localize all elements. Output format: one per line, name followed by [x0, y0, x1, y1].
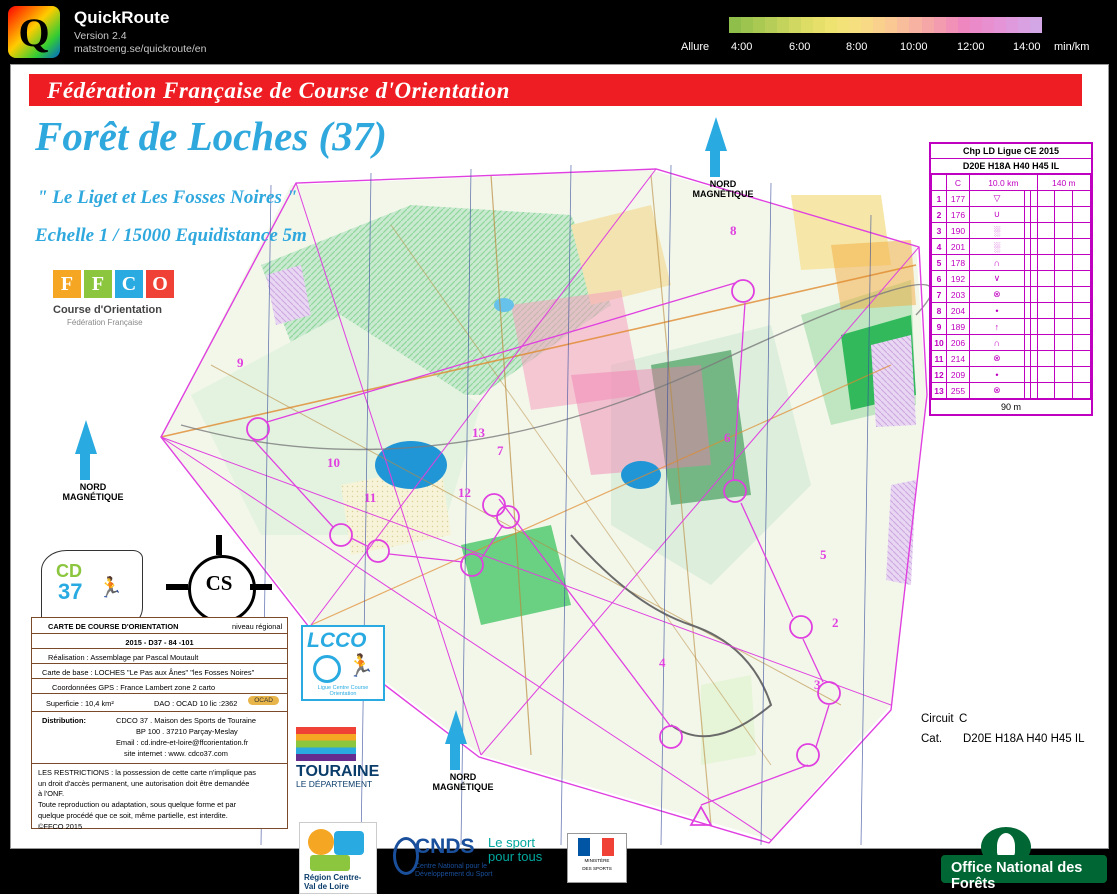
- onf-logo: [941, 827, 1107, 892]
- cd-row-number: 10: [932, 335, 947, 351]
- cd-row-col-h: [1073, 367, 1091, 383]
- cd-row-code: 209: [947, 367, 970, 383]
- legend-swatch: [1018, 17, 1030, 33]
- legend-swatch: [897, 17, 909, 33]
- cd-row-code: 176: [947, 207, 970, 223]
- legend-swatch: [982, 17, 994, 33]
- touraine-title: TOURAINE: [296, 763, 380, 780]
- legend-swatch: [873, 17, 885, 33]
- lcco-circle-icon: [313, 655, 341, 683]
- north-arrow-icon: [445, 710, 467, 744]
- info-distribution-label: Distribution:: [42, 716, 86, 725]
- legend-swatch: [861, 17, 873, 33]
- cd-distance: 10.0 km: [970, 175, 1038, 191]
- map-control-number: 11: [364, 490, 377, 505]
- ministere-line-2: DES SPORTS: [582, 866, 612, 871]
- cd-course-value: C: [947, 175, 970, 191]
- legend-swatch: [813, 17, 825, 33]
- map-control-number: 4: [659, 655, 666, 670]
- cd-row-col-h: [1073, 271, 1091, 287]
- cd-row-code: 189: [947, 319, 970, 335]
- map-control-number: 9: [237, 355, 244, 370]
- app-header: [0, 0, 1117, 63]
- legend-swatch: [753, 17, 765, 33]
- cd-row: [932, 303, 1091, 319]
- map-control-number: 13: [472, 425, 485, 440]
- legend-swatch: [934, 17, 946, 33]
- app-version: Version 2.4: [74, 30, 127, 42]
- cd-row-col-h: [1073, 319, 1091, 335]
- pace-tick-1: 6:00: [789, 41, 811, 53]
- info-restrictions-1: LES RESTRICTIONS : la possession de cette carte n'implique pas: [38, 768, 256, 777]
- cd-row-col-h: [1073, 207, 1091, 223]
- legend-swatch: [789, 17, 801, 33]
- cd-row-code: 192: [947, 271, 970, 287]
- cd-row-symbol: •: [970, 367, 1025, 383]
- pace-tick-5: 14:00: [1013, 41, 1041, 53]
- north-arrow-icon: [705, 117, 727, 151]
- cd37-text-cd: CD: [56, 561, 82, 581]
- cvdl-shape-a: [308, 829, 334, 855]
- federation-banner: [29, 74, 1082, 106]
- lcco-subtitle: Ligue Centre Course Orientation: [317, 685, 369, 697]
- compass-rose-text: CS: [205, 571, 233, 595]
- cd-row-number: 13: [932, 383, 947, 399]
- cd-row-col-g: [1055, 207, 1073, 223]
- legend-swatch: [825, 17, 837, 33]
- map-control-number: 10: [327, 455, 340, 470]
- legend-swatch: [994, 17, 1006, 33]
- circuit-label: Circuit: [921, 713, 954, 725]
- info-distribution-email: Email : cd.indre-et-loire@ffcorientation.fr: [116, 738, 249, 747]
- federation-banner-text: Fédération Française de Course d'Orientation: [47, 78, 510, 103]
- cd-row-col-h: [1073, 303, 1091, 319]
- cd-row-col-f: [1037, 191, 1055, 207]
- cd-row-symbol: ⊗: [970, 287, 1025, 303]
- cd-row: [932, 255, 1091, 271]
- north-arrow-icon: [75, 420, 97, 454]
- cd-row: [932, 191, 1091, 207]
- lcco-logo: [301, 625, 385, 701]
- cd-row-col-g: [1055, 319, 1073, 335]
- cd-row-col-g: [1055, 335, 1073, 351]
- cd-row-col-f: [1037, 287, 1055, 303]
- runner-icon: 🏃: [98, 577, 123, 599]
- pace-tick-2: 8:00: [846, 41, 868, 53]
- legend-swatch: [777, 17, 789, 33]
- cd-row-number: 12: [932, 367, 947, 383]
- cd-row-number: 4: [932, 239, 947, 255]
- north-arrow-stem: [450, 740, 460, 770]
- ffco-line-1: Course d'Orientation: [53, 304, 162, 316]
- cd-row-col-g: [1055, 239, 1073, 255]
- map-control-number: 5: [820, 547, 827, 562]
- pace-tick-0: 4:00: [731, 41, 753, 53]
- info-restrictions-3: à l'ONF.: [38, 789, 65, 799]
- legend-swatch: [741, 17, 753, 33]
- pace-unit: min/km: [1054, 41, 1090, 53]
- cd-row-code: 204: [947, 303, 970, 319]
- legend-swatch: [946, 17, 958, 33]
- onf-name-bar: [941, 855, 1107, 892]
- pace-color-legend: [729, 17, 1042, 33]
- cd-row-col-h: [1073, 383, 1091, 399]
- north-arrow-stem: [710, 147, 720, 177]
- north-label-2: MAGNÉTIQUE: [692, 189, 754, 199]
- french-flag-icon: [578, 838, 614, 856]
- pace-tick-3: 10:00: [900, 41, 928, 53]
- cd-row-code: 177: [947, 191, 970, 207]
- cd-row-number: 2: [932, 207, 947, 223]
- app-logo-icon: Q: [8, 6, 60, 58]
- map-control-number: 12: [458, 485, 471, 500]
- cd-row: [932, 351, 1091, 367]
- ffco-line-2: Fédération Française: [67, 318, 143, 327]
- compass-point-e: [250, 584, 272, 590]
- legend-swatch: [1006, 17, 1018, 33]
- cd-row-symbol: ∨: [970, 271, 1025, 287]
- legend-swatch: [958, 17, 970, 33]
- cd-row-number: 6: [932, 271, 947, 287]
- ocad-badge: OCAD: [248, 696, 279, 705]
- cd-course-label: [932, 175, 947, 191]
- cvdl-shape-b: [334, 831, 364, 855]
- cd-row-col-f: [1037, 303, 1055, 319]
- compass-point-w: [166, 584, 188, 590]
- info-distribution-1: CDCO 37 . Maison des Sports de Touraine: [116, 716, 256, 725]
- cd-row: [932, 207, 1091, 223]
- cd-row-code: 190: [947, 223, 970, 239]
- cd-row-number: 11: [932, 351, 947, 367]
- pace-tick-4: 12:00: [957, 41, 985, 53]
- info-distribution-site: site internet : www. cdco37.com: [124, 749, 228, 758]
- cd-row-code: 201: [947, 239, 970, 255]
- cd-row-col-h: [1073, 239, 1091, 255]
- map-subtitle: " Le Liget et Les Fosses Noires ": [37, 187, 298, 208]
- cd-row-symbol: ∩: [970, 335, 1025, 351]
- info-restrictions-2: un droit d'accès permanent, une autorisation doit être demandée: [38, 778, 250, 788]
- info-area: Superficie : 10,4 km²: [46, 699, 114, 708]
- cd-row-col-h: [1073, 191, 1091, 207]
- cd-row: [932, 319, 1091, 335]
- cd-row-code: 178: [947, 255, 970, 271]
- cd-row-number: 3: [932, 223, 947, 239]
- legend-swatch: [729, 17, 741, 33]
- cd-row: [932, 383, 1091, 399]
- ffco-letter-3: C: [115, 270, 143, 298]
- north-arrow-stem: [80, 450, 90, 480]
- map-control-number: 8: [730, 223, 737, 238]
- cd-row-col-g: [1055, 255, 1073, 271]
- cnds-title: CNDS: [415, 835, 475, 858]
- cd-row-number: 8: [932, 303, 947, 319]
- cd-row: [932, 367, 1091, 383]
- cd-row-col-g: [1055, 383, 1073, 399]
- cnds-logo: [393, 833, 553, 881]
- cd-row-symbol: ∪: [970, 207, 1025, 223]
- cd-row-col-g: [1055, 351, 1073, 367]
- info-restrictions-4: Toute reproduction ou adaptation, sous quelque forme et par: [38, 800, 237, 810]
- cd-row-code: 214: [947, 351, 970, 367]
- legend-swatch: [849, 17, 861, 33]
- cd-row-col-f: [1037, 351, 1055, 367]
- cd-row-number: 5: [932, 255, 947, 271]
- cd-climb: 140 m: [1037, 175, 1090, 191]
- cvdl-text: Région Centre-Val de Loire: [304, 873, 362, 891]
- ministere-des-sports-logo: [567, 833, 627, 883]
- cd-grid: [931, 174, 1091, 399]
- cnds-sub-1: Centre National pour le: [415, 863, 487, 870]
- lcco-runner-icon: 🏃: [347, 653, 375, 678]
- cd-row-col-g: [1055, 287, 1073, 303]
- cd-row: [932, 271, 1091, 287]
- legend-swatch: [885, 17, 897, 33]
- cd-row-symbol: ⊗: [970, 383, 1025, 399]
- cd-row-col-f: [1037, 367, 1055, 383]
- control-description-table: [929, 142, 1093, 416]
- cd-row-col-g: [1055, 367, 1073, 383]
- cd-row-col-f: [1037, 239, 1055, 255]
- map-control-number: 2: [832, 615, 839, 630]
- cd-row-code: 255: [947, 383, 970, 399]
- cd-row-col-f: [1037, 223, 1055, 239]
- cd-row-symbol: ▽: [970, 191, 1025, 207]
- cnds-line-2: pour tous: [488, 849, 543, 864]
- cd-categories: D20E H18A H40 H45 IL: [931, 159, 1091, 174]
- map-title: Forêt de Loches (37): [35, 113, 387, 159]
- info-gps: Coordonnées GPS : France Lambert zone 2 carto: [52, 683, 216, 692]
- touraine-color-bars: [296, 727, 356, 761]
- cd-row-symbol: ⊗: [970, 351, 1025, 367]
- info-level: niveau régional: [232, 622, 283, 631]
- cd-row: [932, 223, 1091, 239]
- cvdl-shape-c: [310, 855, 350, 871]
- cd-footer: 90 m: [931, 399, 1091, 414]
- ffco-letter-1: F: [53, 270, 81, 298]
- north-label-2: MAGNÉTIQUE: [62, 492, 124, 502]
- north-label-1: NORD: [709, 179, 737, 189]
- cd37-text-37: 37: [58, 579, 83, 604]
- lcco-title: LCCO: [307, 629, 367, 652]
- cd-row-col-f: [1037, 271, 1055, 287]
- cd-row-col-h: [1073, 223, 1091, 239]
- north-label-1: NORD: [449, 772, 477, 782]
- app-title: QuickRoute: [74, 8, 170, 27]
- cd-row-col-f: [1037, 207, 1055, 223]
- cd-row-symbol: ↑: [970, 319, 1025, 335]
- touraine-subtitle: LE DÉPARTEMENT: [296, 779, 373, 789]
- info-realisation: Réalisation : Assemblage par Pascal Moutault: [48, 653, 199, 662]
- map-control-number: 7: [497, 443, 504, 458]
- cd-row-col-h: [1073, 335, 1091, 351]
- north-label-2: MAGNÉTIQUE: [432, 782, 494, 792]
- cd-row-number: 7: [932, 287, 947, 303]
- cd-row: [932, 287, 1091, 303]
- cd-row-col-g: [1055, 223, 1073, 239]
- cd-row-col-f: [1037, 319, 1055, 335]
- info-restrictions-5: quelque procédé que ce soit, même partielle, est interdite.: [38, 810, 228, 820]
- map-control-number: 6: [724, 430, 731, 445]
- info-copyright: ©FFCO 2015: [38, 821, 83, 831]
- cd-row: [932, 239, 1091, 255]
- cd-row-col-f: [1037, 255, 1055, 271]
- cnds-sub-2: Développement du Sport: [415, 871, 493, 878]
- map-scale-line: Echelle 1 / 15000 Equidistance 5m: [35, 225, 307, 246]
- cd-row-col-g: [1055, 271, 1073, 287]
- legend-swatch: [922, 17, 934, 33]
- cd-row-symbol: ░: [970, 239, 1025, 255]
- cd-row-col-f: [1037, 383, 1055, 399]
- cd-row-symbol: •: [970, 303, 1025, 319]
- cd-row-number: 9: [932, 319, 947, 335]
- cd-row: [932, 335, 1091, 351]
- cnds-line-1: Le sport: [488, 835, 535, 850]
- cd-row-symbol: ░: [970, 223, 1025, 239]
- app-url: matstroeng.se/quickroute/en: [74, 43, 207, 55]
- map-info-box: [31, 617, 288, 829]
- north-label-1: NORD: [79, 482, 107, 492]
- cd-row-symbol: ∩: [970, 255, 1025, 271]
- legend-swatch: [970, 17, 982, 33]
- ffco-letter-2: F: [84, 270, 112, 298]
- info-dao: DAO : OCAD 10 lic :2362: [154, 699, 238, 708]
- legend-swatch: [801, 17, 813, 33]
- cd-row-col-g: [1055, 303, 1073, 319]
- legend-swatch: [1030, 17, 1042, 33]
- info-distribution-2: BP 100 . 37210 Parçay-Meslay: [136, 727, 238, 736]
- info-title: CARTE DE COURSE D'ORIENTATION: [48, 622, 179, 631]
- map-control-number: 3: [814, 677, 821, 692]
- cd-row-code: 206: [947, 335, 970, 351]
- category-label: Cat.: [921, 733, 943, 745]
- cd-row-number: 1: [932, 191, 947, 207]
- circuit-value: C: [959, 713, 968, 725]
- cd-row-col-f: [1037, 335, 1055, 351]
- cd-row-col-h: [1073, 351, 1091, 367]
- cd-row-col-h: [1073, 255, 1091, 271]
- legend-swatch: [837, 17, 849, 33]
- legend-swatch: [765, 17, 777, 33]
- centre-val-de-loire-logo: [299, 822, 377, 894]
- ffco-logo: [53, 270, 183, 355]
- cd-row-col-h: [1073, 287, 1091, 303]
- cd-title: Chp LD Ligue CE 2015: [931, 144, 1091, 159]
- map-canvas[interactable]: [10, 64, 1109, 892]
- legend-swatch: [909, 17, 921, 33]
- compass-point-n: [216, 535, 222, 555]
- info-base-map: Carte de base : LOCHES "Le Pas aux Ânes" "les Fosses Noires": [42, 668, 255, 677]
- onf-text: Office National des Forêts: [951, 860, 1083, 892]
- category-value: D20E H18A H40 H45 IL: [963, 733, 1085, 745]
- ministere-line-1: MINISTÈRE: [584, 858, 610, 863]
- info-ref: 2015 - D37 - 84 -101: [125, 638, 194, 647]
- touraine-logo: [296, 727, 414, 787]
- ffco-letter-4: O: [146, 270, 174, 298]
- pace-label: Allure: [681, 41, 710, 53]
- cd-row-code: 203: [947, 287, 970, 303]
- cd-row-col-g: [1055, 191, 1073, 207]
